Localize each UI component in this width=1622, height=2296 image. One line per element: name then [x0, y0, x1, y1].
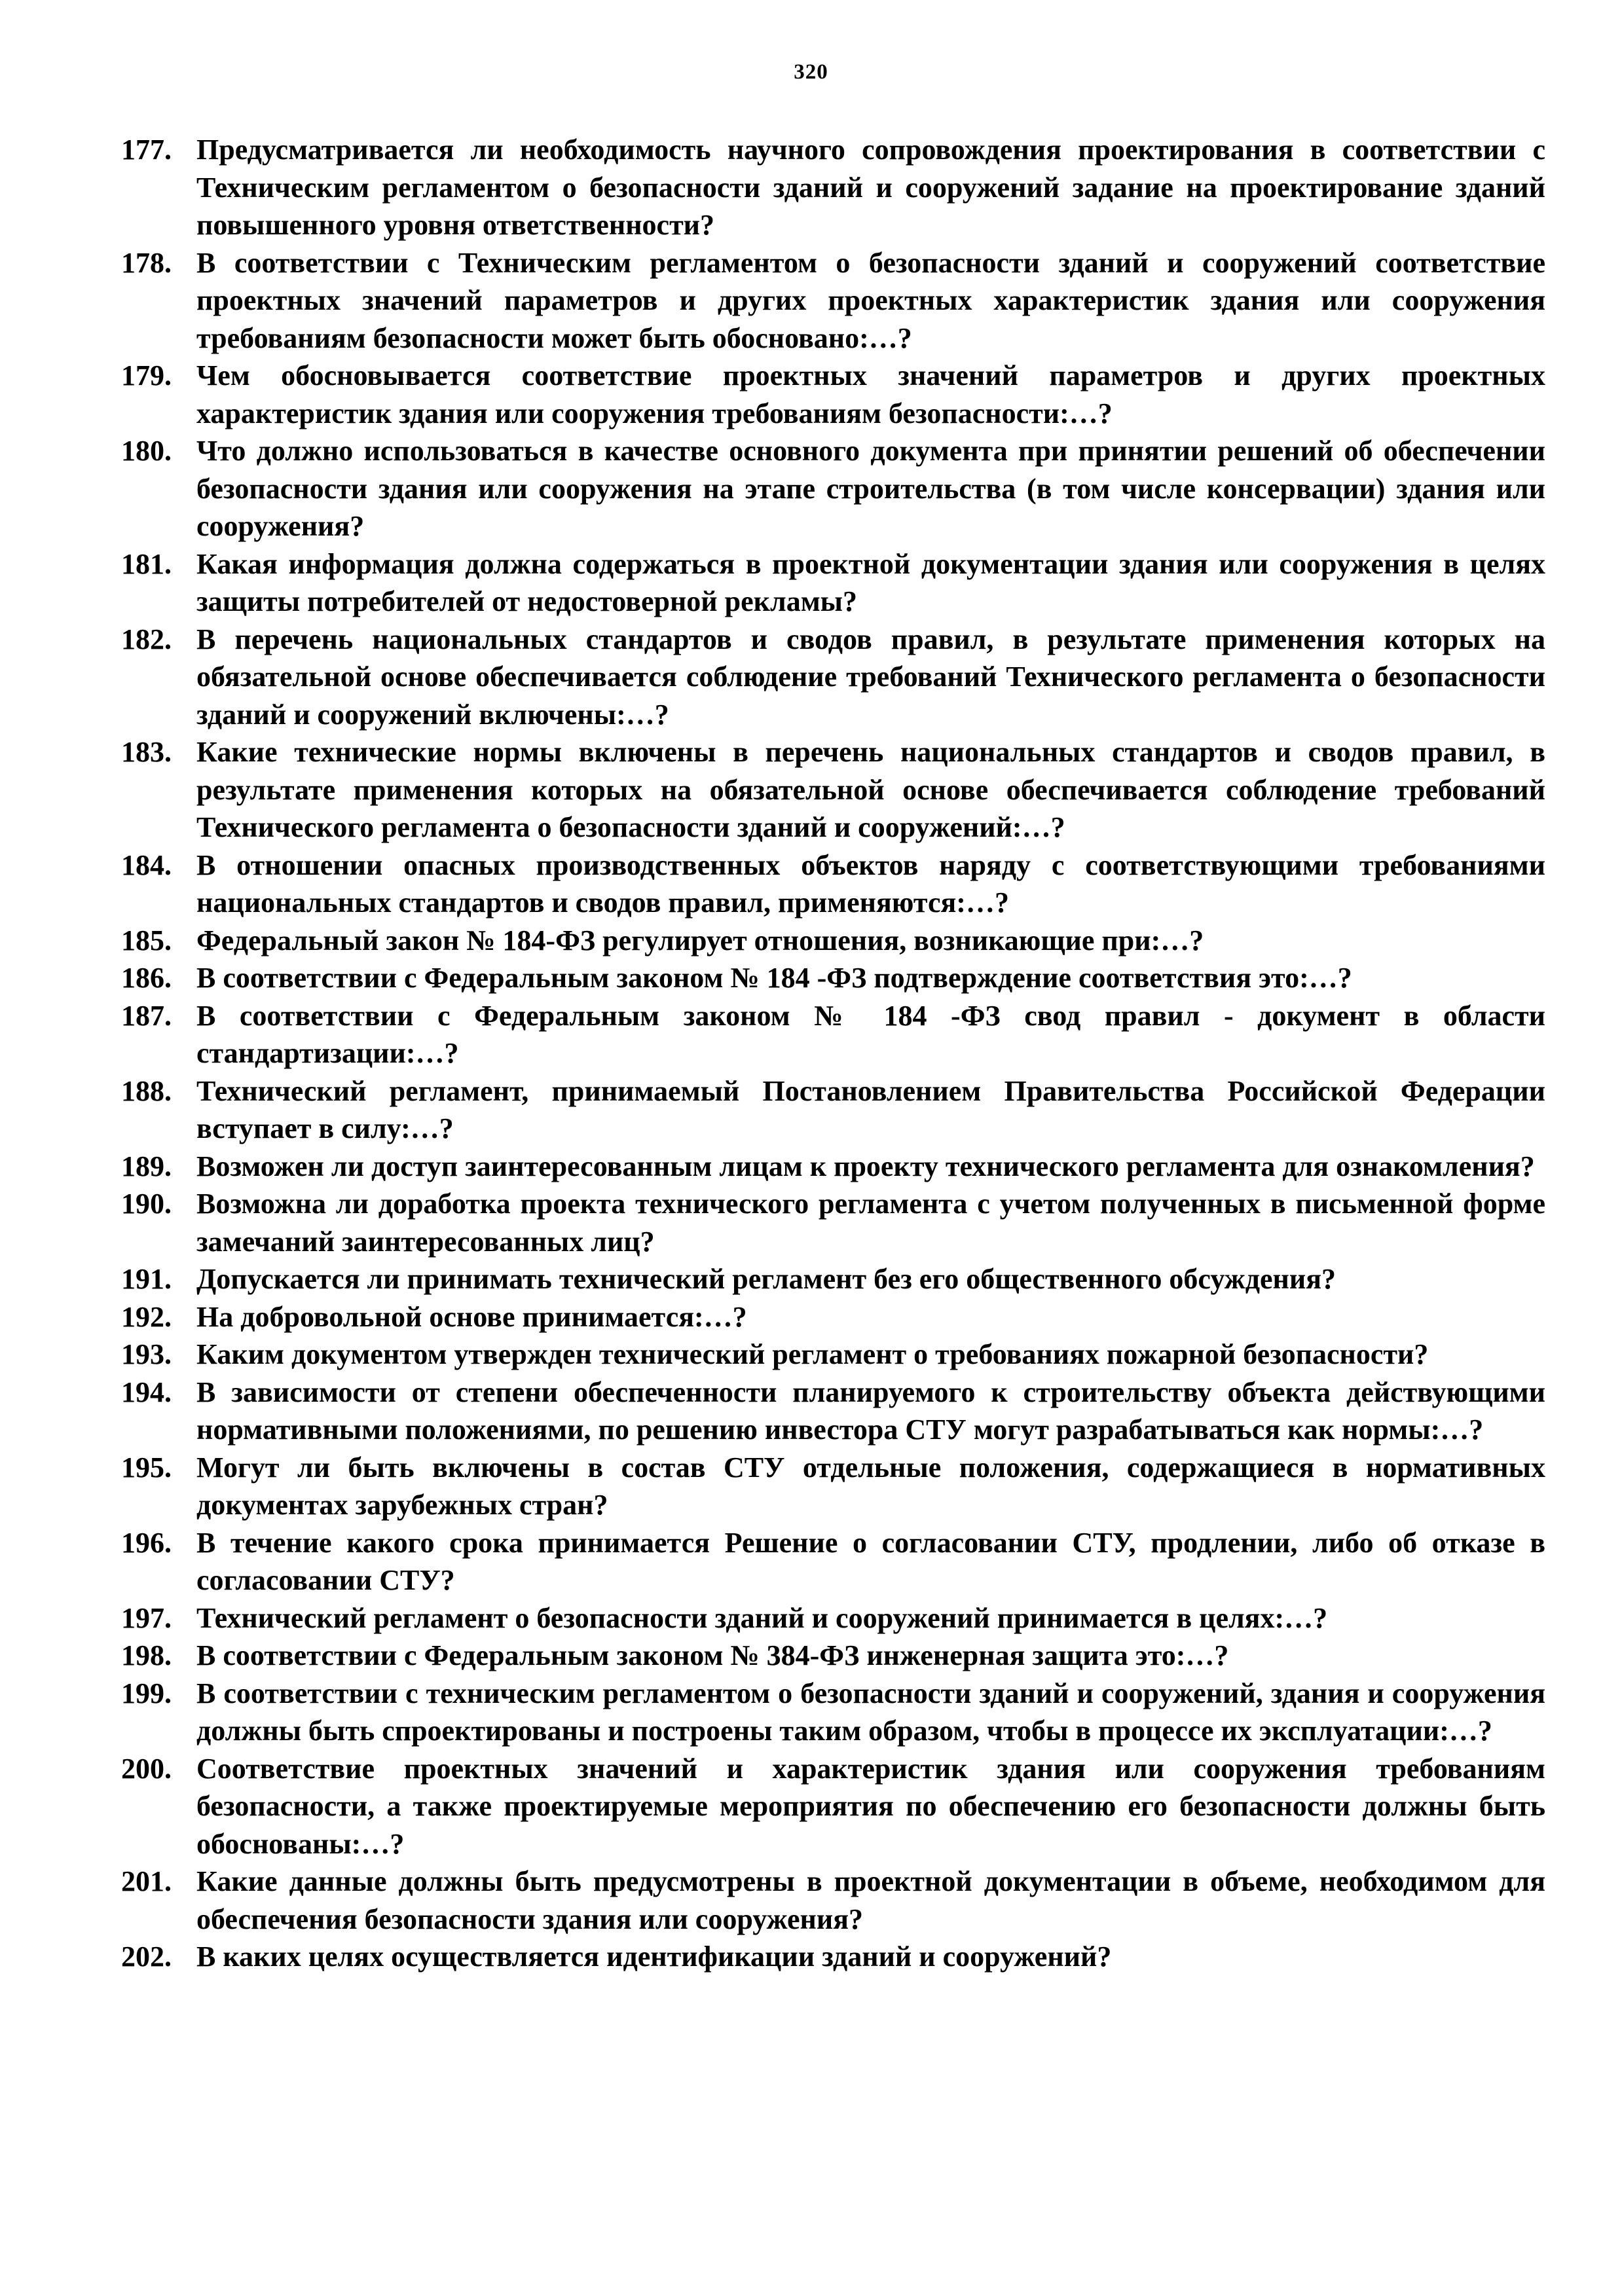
question-item	[121, 1374, 1545, 1449]
question-number: 197.	[121, 1601, 172, 1634]
question-item	[121, 997, 1545, 1072]
question-item	[121, 1336, 1545, 1374]
page-number: 320	[794, 60, 828, 84]
question-item	[121, 357, 1545, 432]
question-item	[121, 131, 1545, 244]
question-list	[121, 131, 1545, 1976]
question-number: 193.	[121, 1338, 172, 1370]
question-item	[121, 733, 1545, 847]
question-text: В соответствии с Федеральным законом № 184 -ФЗ подтверждение соответствия это:…?	[196, 962, 1352, 994]
question-item	[121, 1675, 1545, 1750]
question-number: 198.	[121, 1639, 172, 1671]
question-text: В каких целях осуществляется идентификации зданий и сооружений?	[196, 1941, 1112, 1973]
question-item	[121, 1750, 1545, 1863]
question-number: 200.	[121, 1752, 172, 1785]
question-number: 177.	[121, 134, 172, 166]
question-item	[121, 1863, 1545, 1938]
question-item	[121, 847, 1545, 922]
question-number: 187.	[121, 999, 172, 1032]
question-text: В соответствии с Техническим регламентом о безопасности зданий и сооружений соответствие проектных значений параметров и других проектных характеристик здания или сооружения требованиям безопасности может быть обосновано:…?	[196, 246, 1545, 354]
question-number: 178.	[121, 246, 172, 279]
question-number: 182.	[121, 623, 172, 655]
question-text: На добровольной основе принимается:…?	[196, 1300, 747, 1333]
question-number: 181.	[121, 547, 172, 580]
question-number: 202.	[121, 1941, 172, 1973]
question-number: 179.	[121, 359, 172, 392]
question-number: 201.	[121, 1865, 172, 1897]
question-text: Технический регламент о безопасности зданий и сооружений принимается в целях:…?	[196, 1601, 1328, 1634]
question-text: Что должно использоваться в качестве основного документа при принятии решений об обеспечении безопасности здания или сооружения на этапе строительства (в том числе консервации) здания или сооружения?	[196, 435, 1545, 542]
question-text: Какие технические нормы включены в перечень национальных стандартов и сводов правил, в результате применения которых на обязательной основе обеспечивается соблюдение требований Технического регламента о безопасности зданий и сооружений:…?	[196, 736, 1545, 843]
question-text: Допускается ли принимать технический регламент без его общественного обсуждения?	[196, 1263, 1336, 1295]
question-text: Могут ли быть включены в состав СТУ отдельные положения, содержащиеся в нормативных документах зарубежных стран?	[196, 1451, 1545, 1521]
question-text: В зависимости от степени обеспеченности планируемого к строительству объекта действующими нормативными положениями, по решению инвестора СТУ могут разрабатываться как нормы:…?	[196, 1376, 1545, 1446]
question-text: Какие данные должны быть предусмотрены в проектной документации в объеме, необходимом для обеспечения безопасности здания или сооружения?	[196, 1865, 1545, 1935]
question-number: 196.	[121, 1526, 172, 1559]
question-item	[121, 959, 1545, 997]
question-number: 194.	[121, 1376, 172, 1408]
question-number: 195.	[121, 1451, 172, 1484]
question-text: Возможен ли доступ заинтересованным лицам к проекту технического регламента для ознакомления?	[196, 1150, 1535, 1182]
question-item	[121, 621, 1545, 734]
question-text: В соответствии с Федеральным законом № 384-ФЗ инженерная защита это:…?	[196, 1639, 1229, 1671]
question-text: Технический регламент, принимаемый Постановлением Правительства Российской Федерации вступает в силу:…?	[196, 1074, 1545, 1144]
question-number: 188.	[121, 1074, 172, 1107]
question-item	[121, 1637, 1545, 1675]
question-item	[121, 1449, 1545, 1524]
question-text: В течение какого срока принимается Решение о согласовании СТУ, продлении, либо об отказе в согласовании СТУ?	[196, 1526, 1545, 1596]
question-number: 184.	[121, 848, 172, 881]
question-number: 180.	[121, 435, 172, 467]
question-item	[121, 1524, 1545, 1599]
question-text: Возможна ли доработка проекта технического регламента с учетом полученных в письменной форме замечаний заинтересованных лиц?	[196, 1188, 1545, 1258]
question-number: 183.	[121, 736, 172, 768]
question-item	[121, 432, 1545, 545]
question-item	[121, 1599, 1545, 1637]
question-item	[121, 244, 1545, 357]
question-item	[121, 1072, 1545, 1148]
question-text: В отношении опасных производственных объектов наряду с соответствующими требованиями национальных стандартов и сводов правил, применяются:…?	[196, 848, 1545, 919]
question-number: 192.	[121, 1300, 172, 1333]
question-text: Предусматривается ли необходимость научного сопровождения проектирования в соответствии с Техническим регламентом о безопасности зданий и сооружений задание на проектирование зданий повышенного уровня ответственности?	[196, 134, 1545, 241]
question-number: 189.	[121, 1150, 172, 1182]
question-item	[121, 1148, 1545, 1186]
question-item	[121, 1185, 1545, 1260]
question-text: В соответствии с техническим регламентом о безопасности зданий и сооружений, здания и сооружения должны быть спроектированы и построены таким образом, чтобы в процессе их эксплуатации:…?	[196, 1677, 1545, 1747]
question-item	[121, 922, 1545, 960]
question-number: 199.	[121, 1677, 172, 1709]
question-item	[121, 1298, 1545, 1336]
question-number: 190.	[121, 1188, 172, 1220]
question-text: Чем обосновывается соответствие проектных значений параметров и других проектных характеристик здания или сооружения требованиям безопасности:…?	[196, 359, 1545, 429]
question-text: В соответствии с Федеральным законом № 184 -ФЗ свод правил - документ в области стандартизации:…?	[196, 999, 1545, 1069]
question-text: Федеральный закон № 184-ФЗ регулирует отношения, возникающие при:…?	[196, 924, 1204, 957]
question-text: Какая информация должна содержаться в проектной документации здания или сооружения в целях защиты потребителей от недостоверной рекламы?	[196, 547, 1545, 617]
question-item	[121, 1260, 1545, 1298]
question-number: 186.	[121, 962, 172, 994]
question-text: Соответствие проектных значений и характеристик здания или сооружения требованиям безопасности, а также проектируемые мероприятия по обеспечению его безопасности должны быть обоснованы:…?	[196, 1752, 1545, 1860]
question-item	[121, 545, 1545, 621]
question-text: Каким документом утвержден технический регламент о требованиях пожарной безопасности?	[196, 1338, 1429, 1370]
question-number: 191.	[121, 1263, 172, 1295]
question-text: В перечень национальных стандартов и сводов правил, в результате применения которых на обязательной основе обеспечивается соблюдение требований Технического регламента о безопасности зданий и сооружений включены:…?	[196, 623, 1545, 731]
question-number: 185.	[121, 924, 172, 957]
question-item	[121, 1938, 1545, 1976]
